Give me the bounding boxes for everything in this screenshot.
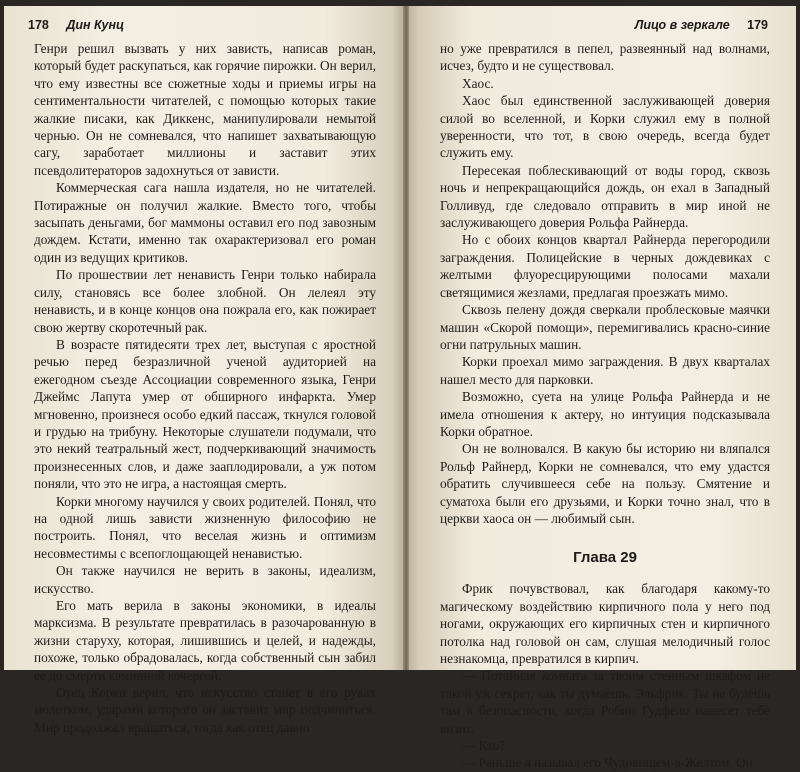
left-body-text bbox=[34, 40, 376, 736]
right-header-title: Лицо в зеркале bbox=[634, 18, 730, 32]
right-running-head bbox=[635, 18, 768, 32]
left-page bbox=[4, 6, 404, 735]
paragraph: Коммерческая сага нашла издателя, но не читателей. Потиражные он получил жалкие. Вместо того, чтобы засыпать деньгами, бог маммоны оставил его под завозным дождем. Кстати, именно так охарактеризовал его роман один из ведущих критиков. bbox=[34, 180, 376, 265]
paragraph: Корки проехал мимо заграждения. В двух кварталах нашел место для парковки. bbox=[440, 354, 770, 387]
right-page-number: 179 bbox=[747, 18, 768, 32]
paragraph: Пересекая поблескивающий от воды город, сквозь ночь и непрекращающийся дождь, он ехал в Западный Голливуд, где следовало отправить в мир иной не заслуживающего доверия Рольфа Райнерда. bbox=[440, 162, 770, 231]
right-page bbox=[404, 6, 796, 771]
chapter-heading: Глава 29 bbox=[573, 549, 637, 567]
paragraph: Сквозь пелену дождя сверкали проблесковые маячки машин «Скорой помощи», перемигивались красно-синие огни патрульных машин. bbox=[440, 302, 770, 352]
paragraph: Хаос. bbox=[462, 75, 494, 91]
paragraph: Он также научился не верить в законы, идеализм, искусство. bbox=[34, 563, 376, 596]
left-page-number: 178 bbox=[28, 18, 49, 32]
paragraph: — Потайная комната за твоим стенным шкафом не такой уж секрет, как ты думаешь, Эльфрик. Ты не будешь там в безопасности, когда Робин Гудфело нанесет тебе визит. bbox=[440, 668, 770, 736]
paragraph: Его мать верила в законы экономики, в идеалы марксизма. В результате превратилась в разочарованную в жизни старуху, которая, лишившись и целей, и надежды, похоже, только обрадовалась, когда собственный сын забил ее до смерти каминной кочергой. bbox=[34, 598, 376, 683]
paragraph: Хаос был единственной заслуживающей доверия силой во вселенной, и Корки служил ему в полной уверенности, что тот, в свою очередь, всегда будет служить ему. bbox=[440, 93, 770, 161]
paragraph: Фрик почувствовал, как благодаря какому-то магическому воздействию кирпичного пола у него под ногами, окружающих его кирпичных стен и кирпичного потолка над головой он сам, слушая мелодичный голос незнакомца, превратился в кирпич. bbox=[440, 581, 770, 666]
book-gutter bbox=[403, 6, 409, 670]
paragraph: Отец Корки верил, что искусство станет в его руках молотком, ударами которого он заставит мир подчиниться. Мир продолжал вращаться, тогда как отец давно bbox=[34, 685, 376, 735]
paragraph: но уже превратился в пепел, развеянный над волнами, исчез, будто и не существовал. bbox=[440, 41, 770, 74]
book-spread bbox=[4, 6, 796, 771]
right-body-text bbox=[440, 40, 770, 772]
paragraph: Генри решил вызвать у них зависть, написав роман, который будет раскупаться, как горячие пирожки. Он верил, что ему известны все сюжетные ходы и приемы игры на сентиментальности читателей, с помощью которых такие жалкие писаки, как Диккенс, манипулировали немытой чернью. Он не сомневался, что напишет захватывающую сагу, заработает миллионы и заставит этих псевдолитераторов задохнуться от зависти. bbox=[34, 41, 376, 178]
paragraph: Он не волновался. В какую бы историю ни вляпался Рольф Райнерд, Корки не сомневался, что ему удастся обратить случившееся себе на пользу. Смятение и суматоха были его друзьями, и Корки точно знал, что в церкви хаоса он — любимый сын. bbox=[440, 441, 770, 526]
paragraph: — Раньше я называл его Чудовищем-в-Желтом. Он bbox=[462, 755, 753, 771]
paragraph: Корки многому научился у своих родителей. Понял, что на одной лишь зависти жизненную философию не построить. Понял, что веселая жизнь и оптимизм несовместимы с всепоглощающей ненавистью. bbox=[34, 493, 376, 561]
paragraph: По прошествии лет ненависть Генри только набирала силу, становясь все более злобной. Он лелеял эту ненависть, и в конце концов она пожрала его, как пожирает свою жертву скоротечный рак. bbox=[34, 267, 376, 335]
paragraph: В возрасте пятидесяти трех лет, выступая с яростной речью перед безразличной ученой аудиторией на ежегодном съезде Ассоциации современного языка, Генри Джеймс Лапута умер от обширного инфаркта. Умер мгновенно, произнеся особо едкий пассаж, ткнулся головой и грудью на трибуну. Некоторые слушатели подумали, что это некий театральный жест, подчеркивающий значимость произнесенных слов, и даже зааплодировали, а уж потом поняли, что это не игра, а настоящая смерть. bbox=[34, 336, 376, 492]
left-running-head bbox=[28, 18, 124, 32]
paragraph: — Кто? bbox=[462, 738, 506, 754]
left-header-author: Дин Кунц bbox=[66, 18, 125, 32]
paragraph: Возможно, суета на улице Рольфа Райнерда и не имела отношения к актеру, но интуиция подсказывала Корки обратное. bbox=[440, 389, 770, 439]
paragraph: Но с обоих концов квартал Райнерда перегородили заграждения. Полицейские в черных дождевиках с желтыми флуоресцирующими полосами махали светящимися жезлами, предлагая проезжать мимо. bbox=[440, 232, 770, 300]
